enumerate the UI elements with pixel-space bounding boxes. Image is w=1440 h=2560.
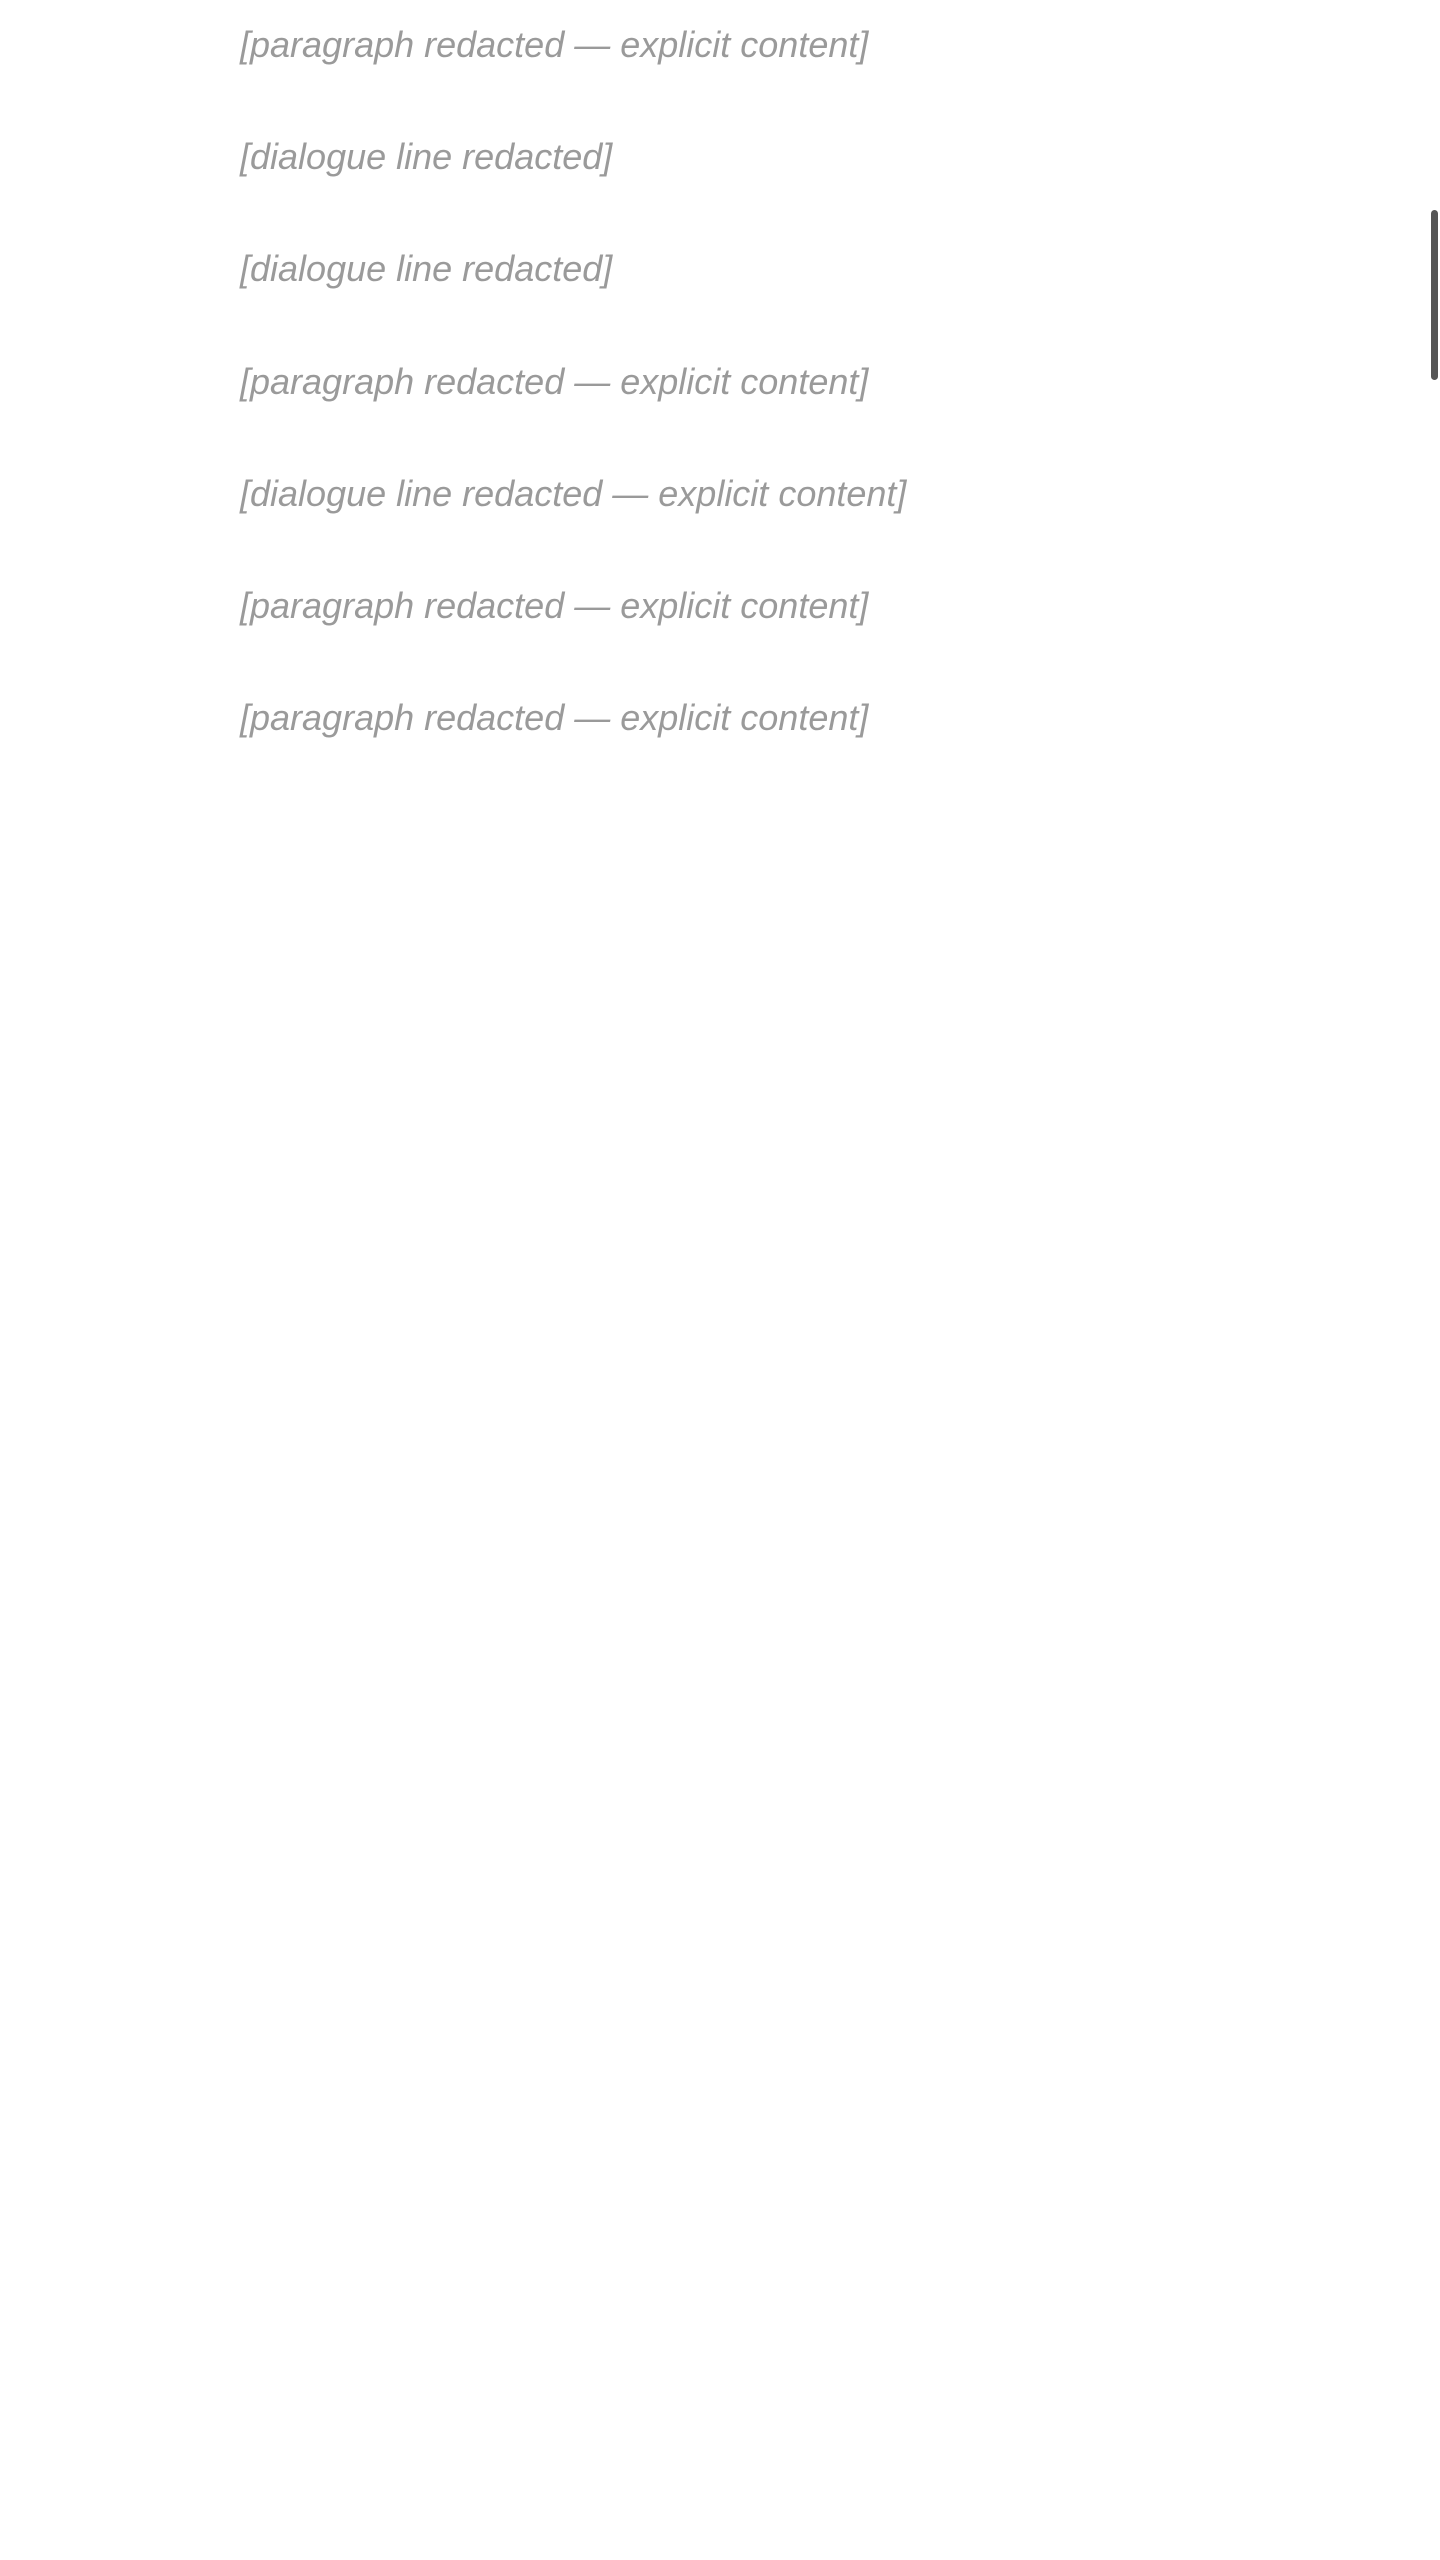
paragraph: [paragraph redacted — explicit content] bbox=[240, 697, 869, 739]
paragraph: [paragraph redacted — explicit content] bbox=[240, 360, 869, 402]
paragraph: [dialogue line redacted] bbox=[240, 136, 613, 178]
scrollbar-track[interactable] bbox=[1430, 0, 1440, 2560]
paragraph: [dialogue line redacted] bbox=[240, 248, 613, 290]
paragraph: [dialogue line redacted — explicit content] bbox=[240, 472, 907, 514]
scrollbar-thumb[interactable] bbox=[1431, 210, 1438, 380]
paragraph: [paragraph redacted — explicit content] bbox=[240, 584, 869, 626]
paragraph: [paragraph redacted — explicit content] bbox=[240, 24, 869, 65]
document-page bbox=[0, 0, 1440, 753]
